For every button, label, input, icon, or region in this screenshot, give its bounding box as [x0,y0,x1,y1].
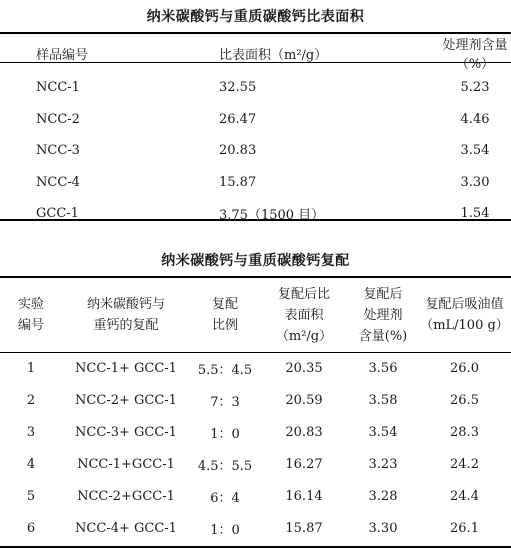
table2-header-ratio: 复配 比例 [211,297,238,333]
table2-cell-id: 2 [26,392,36,408]
table2-cell-id: 1 [26,360,36,376]
table1-cell-sample-id: GCC-1 [36,206,79,222]
table1-cell-surface-area: 20.83 [219,143,257,159]
table2-cell-treatment-content: 3.56 [368,360,398,376]
table1-cell-surface-area: 32.55 [219,80,257,96]
table2-cell-ratio: 4.5：5.5 [197,458,253,474]
table2-header-row [0,278,511,352]
table2-cell-treatment-content: 3.23 [368,456,398,472]
table2-cell-blend: NCC-2+GCC-1 [77,488,175,504]
table1-header-treatment-content: 处理剂含量（%） [442,38,508,72]
table-row [0,198,511,230]
table2-cell-blend: NCC-4+ GCC-1 [75,520,177,536]
table2-cell-oil-absorption: 26.1 [450,520,479,536]
table1-cell-sample-id: NCC-4 [36,174,80,190]
table2-cell-ratio: 7：3 [210,394,240,410]
table2-header-surface-area: 复配后比 表面积 （m²/g） [275,286,333,344]
table2-cell-ratio: 1：0 [210,522,240,538]
table2-cell-ratio: 6：4 [210,490,240,506]
table2-cell-treatment-content: 3.30 [368,520,398,536]
table2-cell-surface-area: 20.83 [285,424,323,440]
table2-cell-oil-absorption: 24.4 [450,488,479,504]
table-row [0,416,511,448]
table-row [0,167,511,199]
table1-cell-treatment-content: 5.23 [460,80,490,96]
table2-cell-id: 5 [26,488,36,504]
table2-cell-id: 6 [26,520,36,536]
table1-cell-surface-area: 26.47 [219,111,257,127]
table1-header-row [0,34,511,72]
table2-cell-treatment-content: 3.28 [368,488,398,504]
table1-title: 纳米碳酸钙与重质碳酸钙比表面积 [146,9,365,25]
table2-cell-oil-absorption: 24.2 [450,456,479,472]
table1-cell-sample-id: NCC-1 [36,80,80,96]
table2-cell-treatment-content: 3.58 [368,392,398,408]
table1-header-sample-id: 样品编号 [36,47,89,63]
table2-cell-treatment-content: 3.54 [368,424,398,440]
table2-cell-ratio: 1：0 [210,426,240,442]
table-row [0,448,511,480]
table2-cell-surface-area: 16.14 [285,488,323,504]
table2-cell-id: 4 [26,456,36,472]
table-row [0,352,511,384]
table1-cell-treatment-content: 3.54 [460,143,490,159]
table2-cell-id: 3 [26,424,36,440]
table2-cell-surface-area: 20.59 [285,392,323,408]
table2-header-experiment-id: 实验 编号 [17,297,44,333]
table1-cell-surface-area: 3.75（1500 目） [219,208,325,224]
table2-cell-blend: NCC-2+ GCC-1 [75,392,177,408]
table2-cell-oil-absorption: 28.3 [450,424,479,440]
table2-cell-surface-area: 20.35 [285,360,323,376]
table-row [0,135,511,167]
table2-cell-surface-area: 15.87 [285,520,323,536]
table2-cell-oil-absorption: 26.5 [450,392,479,408]
table1-cell-treatment-content: 3.30 [460,174,490,190]
table1-cell-treatment-content: 1.54 [460,206,490,222]
table2-title: 纳米碳酸钙与重质碳酸钙复配 [161,253,350,269]
table2-cell-ratio: 5.5：4.5 [197,362,253,378]
table1-cell-treatment-content: 4.46 [460,111,490,127]
table-row [0,384,511,416]
table1-cell-surface-area: 15.87 [219,174,257,190]
table2-header-treatment-content: 复配后 处理剂 含量(%) [358,286,408,344]
table1-header-surface-area: 比表面积（m²/g） [219,47,328,63]
table2-header-blend: 纳米碳酸钙与 重钙的复配 [86,297,165,333]
table2 [0,278,511,544]
table2-bottom-rule [0,546,511,548]
table1-cell-sample-id: NCC-2 [36,111,80,127]
table-row [0,480,511,512]
table-row [0,512,511,544]
table1 [0,34,511,230]
table2-cell-blend: NCC-3+ GCC-1 [75,424,177,440]
table1-cell-sample-id: NCC-3 [36,143,80,159]
table-row [0,104,511,136]
table2-header-oil-absorption: 复配后吸油值 （mL/100 g） [420,297,509,333]
table2-cell-blend: NCC-1+GCC-1 [77,456,175,472]
table2-cell-blend: NCC-1+ GCC-1 [75,360,177,376]
table2-cell-oil-absorption: 26.0 [450,360,479,376]
table-row [0,72,511,104]
table2-cell-surface-area: 16.27 [285,456,323,472]
